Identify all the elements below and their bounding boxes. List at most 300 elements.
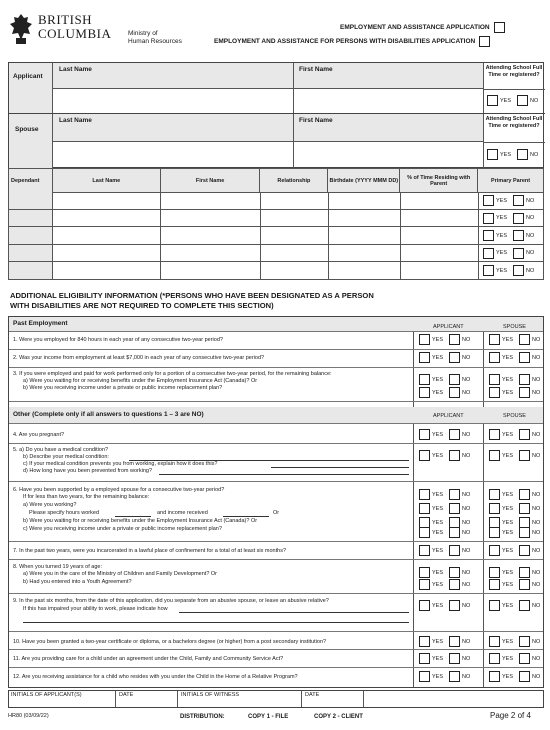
dependant-row-label-cell [9,262,53,279]
yes-label: YES [502,519,514,526]
question-9: 9. In the past six months, from the date of this application, did you separate from an abusive spouse, or leave an abusive relative? [13,598,329,604]
applicant-no-checkbox[interactable] [449,334,460,345]
dependant-field[interactable] [261,245,329,262]
no-label: NO [532,491,541,498]
spouse-last-name-field[interactable] [53,143,293,167]
yes-label: YES [502,529,514,536]
applicant-yes-checkbox[interactable] [419,429,430,440]
spouse-last-name-label: Last Name [59,117,92,124]
dependant-row [8,245,544,263]
applicant-yes-checkbox[interactable] [419,671,430,682]
applicant-no-checkbox[interactable] [449,579,460,590]
spouse-attending-yesno [487,149,538,160]
dep-col-last-name: Last Name [52,169,160,193]
no-label: NO [532,452,541,459]
dependant-field[interactable] [329,210,401,227]
yes-label: YES [432,491,444,498]
yes-label: YES [432,389,444,396]
dependant-field[interactable] [161,227,261,244]
yes-label: YES [432,376,444,383]
yes-label: YES [432,519,444,526]
yes-label: YES [502,638,514,645]
no-label: NO [462,602,471,609]
spouse-yes-checkbox[interactable] [489,374,500,385]
no-label: NO [532,431,541,438]
spouse-yes-checkbox[interactable] [489,636,500,647]
question-5c: c) If your medical condition prevents you from working, explain how it does this? [23,461,218,467]
question-6a: a) Were you working? [23,502,77,508]
no-label: NO [526,232,535,239]
question-2: 2. Was your income from employment at least $7,000 in each year of any consecutive two-year period? [13,355,265,361]
yes-label: YES [432,602,444,609]
applicant-yesno [419,503,470,514]
spouse-yes-checkbox[interactable] [489,503,500,514]
primary-parent-yes-checkbox[interactable] [483,195,494,206]
yes-label: YES [496,197,508,204]
question-8b: b) Had you entered into a Youth Agreement? [23,579,132,585]
no-label: NO [532,354,541,361]
row-divider [9,331,543,332]
spouse-col-label: SPOUSE [503,324,526,330]
spouse-no-checkbox[interactable] [519,489,530,500]
spouse-attend-divider [483,114,484,168]
household-table [8,62,544,168]
spouse-no-checkbox[interactable] [519,579,530,590]
primary-parent-yes-checkbox[interactable] [483,213,494,224]
applicant-no-checkbox[interactable] [449,503,460,514]
dep-col-primary-parent: Primary Parent [478,169,544,193]
spouse-yesno [489,545,540,556]
dependant-field[interactable] [161,245,261,262]
spouse-no-checkbox[interactable] [519,636,530,647]
row-divider [9,443,543,444]
yes-label: YES [502,354,514,361]
dependant-header-row [9,169,544,193]
applicant-yes-checkbox[interactable] [419,567,430,578]
no-label: NO [462,491,471,498]
applicant-attend-divider [483,63,484,113]
yes-label: YES [502,547,514,554]
yes-label: YES [432,569,444,576]
dependant-primary-parent-yesno [483,248,534,259]
yes-label: YES [500,151,512,158]
no-label: NO [462,505,471,512]
spouse-yes-checkbox[interactable] [489,567,500,578]
yes-label: YES [502,569,514,576]
income-label: and income received [157,510,208,516]
dependant-field[interactable] [329,262,401,279]
spouse-label: Spouse [15,126,39,133]
dependant-field[interactable] [261,192,329,209]
logo-line1: BRITISH [38,12,93,27]
impairment-input[interactable] [179,612,409,613]
spouse-no-checkbox[interactable] [519,527,530,538]
dependant-field[interactable] [329,192,401,209]
no-label: NO [526,250,535,256]
spouse-first-name-field[interactable] [294,143,483,167]
dependant-row [8,192,544,210]
dependant-field[interactable] [401,210,479,227]
applicant-no-checkbox[interactable] [449,352,460,363]
spouse-yes-checkbox[interactable] [489,334,500,345]
spouse-yesno [489,579,540,590]
question-3: 3. If you were employed and paid for work performed only for a portion of a consecutive two-year period, for the remaining balance: [13,371,332,377]
yes-label: YES [502,376,514,383]
no-label: NO [462,547,471,554]
yes-label: YES [432,673,444,680]
applicant-yes-checkbox[interactable] [419,545,430,556]
primary-parent-yes-checkbox[interactable] [483,230,494,241]
app-type-pwd-label: EMPLOYMENT AND ASSISTANCE FOR PERSONS WITH DISABILITIES APPLICATION [214,38,476,45]
question-6: 6. Have you been supported by a employed spouse for a consecutive two-year period? [13,487,225,493]
applicant-yesno [419,527,470,538]
applicant-yesno [419,450,470,461]
yes-label: YES [432,431,444,438]
applicant-yes-checkbox[interactable] [419,374,430,385]
app-type-ea [340,22,505,33]
applicant-no-checkbox[interactable] [449,450,460,461]
yes-label: YES [432,336,444,343]
dependant-field[interactable] [53,192,161,209]
dependant-field[interactable] [261,210,329,227]
spouse-no-checkbox[interactable] [519,503,530,514]
yes-label: YES [432,452,444,459]
yes-label: YES [432,547,444,554]
applicant-no-checkbox[interactable] [449,429,460,440]
yes-label: YES [502,581,514,588]
no-label: NO [526,197,535,204]
spouse-yesno [489,527,540,538]
question-8: 8. When you turned 19 years of age: [13,564,102,570]
applicant-yes-checkbox[interactable] [419,450,430,461]
bc-logo [8,10,128,50]
spouse-yes-checkbox[interactable] [489,653,500,664]
row-divider [9,367,543,368]
dependant-field[interactable] [401,192,479,209]
dependant-primary-parent-yesno [483,213,534,224]
applicant-attending-yes-checkbox[interactable] [487,95,498,106]
applicant-no-checkbox[interactable] [449,653,460,664]
dependant-field[interactable] [329,245,401,262]
primary-parent-no-checkbox[interactable] [513,248,524,259]
yes-label: YES [500,97,512,104]
eligibility-questions [8,316,544,688]
date1-label: DATE [119,692,134,698]
spouse-yes-checkbox[interactable] [489,527,500,538]
no-label: NO [462,569,471,576]
applicant-yesno [419,387,470,398]
applicant-yes-checkbox[interactable] [419,653,430,664]
footer-div4 [363,691,364,707]
row-divider [9,667,543,668]
applicant-yesno [419,334,470,345]
dependant-field[interactable] [401,262,479,279]
initials-applicant-label: INITIALS OF APPLICANT(S) [11,692,82,698]
dependant-field[interactable] [53,227,161,244]
spouse-yesno [489,671,540,682]
no-label: NO [462,519,471,526]
spouse-yes-checkbox[interactable] [489,450,500,461]
dep-col-birthdate: Birthdate (YYYY MMM DD) [328,169,400,193]
applicant-yesno [419,352,470,363]
spouse-no-checkbox[interactable] [519,352,530,363]
dep-col-first-name: First Name [160,169,260,193]
applicant-no-checkbox[interactable] [449,545,460,556]
question-10: 10. Have you been granted a two-year certificate or diploma, or a bachelors degree (or higher) from a post secondary institution? [13,639,327,645]
dependant-row-label-cell [9,227,53,244]
condition-input[interactable] [129,460,409,461]
spouse-yesno [489,567,540,578]
impairment-input-2[interactable] [23,622,409,623]
question-1: 1. Were you employed for 840 hours in each year of any consecutive two-year period? [13,337,223,343]
no-label: NO [532,336,541,343]
applicant-no-checkbox[interactable] [449,374,460,385]
applicant-yesno [419,429,470,440]
app-type-pwd-checkbox[interactable] [479,36,490,47]
applicant-yes-checkbox[interactable] [419,489,430,500]
yes-label: YES [502,389,514,396]
row-divider [9,349,543,350]
applicant-no-checkbox[interactable] [449,636,460,647]
applicant-yes-checkbox[interactable] [419,527,430,538]
spouse-no-checkbox[interactable] [519,450,530,461]
dependant-field[interactable] [53,245,161,262]
spouse-yesno [489,653,540,664]
copy1-label: COPY 1 - FILE [248,714,289,720]
question-7: 7. In the past two years, were you incarcerated in a lawful place of confinement for a total of at least six months? [13,548,287,554]
applicant-attending-label: Attending School Full Time or registered? [485,65,543,78]
yes-label: YES [496,215,508,221]
row-divider [9,559,543,560]
explain-input[interactable] [271,467,409,468]
no-label: NO [526,215,535,221]
no-label: NO [462,336,471,343]
no-label: NO [532,376,541,383]
applicant-last-name-label: Last Name [59,66,92,73]
spouse-row-line [483,142,545,143]
spouse-no-checkbox[interactable] [519,671,530,682]
applicant-col-label: APPLICANT [433,324,464,330]
logo-line2: COLUMBIA [38,26,112,41]
spouse-no-checkbox[interactable] [519,653,530,664]
spouse-yesno [489,352,540,363]
no-label: NO [532,519,541,526]
dependant-label: Dependant [9,169,53,193]
dependant-field[interactable] [261,227,329,244]
question-5b: b) Describe your medical condition: [23,454,109,460]
dependant-primary-parent-yesno [483,230,534,241]
applicant-no-checkbox[interactable] [449,387,460,398]
primary-parent-yes-checkbox[interactable] [483,265,494,276]
applicant-no-checkbox[interactable] [449,567,460,578]
spouse-attending-yes-checkbox[interactable] [487,149,498,160]
question-3b: b) Were you receiving income under a private or public income replacement plan? [23,385,223,391]
applicant-yesno [419,567,470,578]
spouse-yes-checkbox[interactable] [489,489,500,500]
row-divider [9,423,543,424]
question-8a: a) Were you in the care of the Ministry of Children and Family Development? Or [23,571,218,577]
income-input[interactable] [223,516,269,517]
dependant-rows [8,192,544,280]
no-label: NO [532,638,541,645]
spouse-no-checkbox[interactable] [519,334,530,345]
dependant-field[interactable] [401,227,479,244]
no-label: NO [462,581,471,588]
dependant-primary-parent-yesno [483,195,534,206]
dependant-field[interactable] [329,227,401,244]
yes-label: YES [502,491,514,498]
dependant-field[interactable] [261,262,329,279]
applicant-label-cell [9,63,53,113]
no-label: NO [462,452,471,459]
no-label: NO [532,547,541,554]
applicant-yesno [419,545,470,556]
spouse-yesno [489,429,540,440]
primary-parent-no-checkbox[interactable] [513,195,524,206]
app-type-ea-checkbox[interactable] [494,22,505,33]
spouse-yes-checkbox[interactable] [489,671,500,682]
spouse-no-checkbox[interactable] [519,429,530,440]
past-employment-title: Past Employment [13,320,68,327]
applicant-yes-checkbox[interactable] [419,600,430,611]
spouse-no-checkbox[interactable] [519,545,530,556]
spouse-yes-checkbox[interactable] [489,387,500,398]
yes-label: YES [496,267,508,274]
spouse-yes-checkbox[interactable] [489,579,500,590]
duration-input[interactable] [159,474,409,475]
section-title-line1: ADDITIONAL ELIGIBILITY INFORMATION (*PERSONS WHO HAVE BEEN DESIGNATED AS A PERSON [10,291,374,300]
applicant-last-name-field[interactable] [53,90,293,113]
primary-parent-no-checkbox[interactable] [513,230,524,241]
applicant-row-line [483,89,545,90]
dep-col-time: % of Time Residing with Parent [400,169,478,193]
yes-label: YES [432,354,444,361]
spouse-yesno [489,489,540,500]
spouse-yesno [489,374,540,385]
distribution-label: DISTRIBUTION: [180,714,225,720]
spouse-yes-checkbox[interactable] [489,545,500,556]
applicant-yes-checkbox[interactable] [419,352,430,363]
applicant-yes-checkbox[interactable] [419,503,430,514]
applicant-attending-yesno [487,95,538,106]
applicant-no-checkbox[interactable] [449,600,460,611]
dependant-table [8,168,544,193]
applicant-yesno [419,653,470,664]
page-number: Page 2 of 4 [490,711,531,720]
primary-parent-yes-checkbox[interactable] [483,248,494,259]
question-4: 4. Are you pregnant? [13,432,65,438]
no-label: NO [462,655,471,662]
yes-label: YES [502,505,514,512]
initials-witness-label: INITIALS OF WITNESS [181,692,240,698]
spouse-yesno [489,600,540,611]
no-label: NO [526,267,535,274]
dependant-row [8,227,544,245]
spouse-yesno [489,636,540,647]
dependant-field[interactable] [161,210,261,227]
no-label: NO [530,151,539,158]
dependant-field[interactable] [161,192,261,209]
footer-div3 [301,691,302,707]
no-label: NO [462,673,471,680]
spouse-no-checkbox[interactable] [519,567,530,578]
applicant-attending-no-checkbox[interactable] [517,95,528,106]
dependant-field[interactable] [161,262,261,279]
other-title: Other (Complete only if all answers to questions 1 – 3 are NO) [13,411,204,418]
dep-col-relationship: Relationship [260,169,328,193]
applicant-yes-checkbox[interactable] [419,636,430,647]
yes-label: YES [502,655,514,662]
dependant-primary-parent-yesno [483,265,534,276]
no-label: NO [530,97,539,104]
ministry-line2: Human Resources [128,38,182,45]
spouse-yes-checkbox[interactable] [489,600,500,611]
applicant-first-name-field[interactable] [294,90,483,113]
spouse-no-checkbox[interactable] [519,374,530,385]
applicant-yes-checkbox[interactable] [419,579,430,590]
primary-parent-no-checkbox[interactable] [513,213,524,224]
question-3a: a) Were you waiting for or receiving benefits under the Employment Insurance Act (Canada)? Or [23,378,258,384]
dependant-field[interactable] [401,245,479,262]
row-divider [9,481,543,482]
applicant-no-checkbox[interactable] [449,489,460,500]
dependant-row [8,210,544,228]
dependant-row-label-cell [9,192,53,209]
copy2-label: COPY 2 - CLIENT [314,714,363,720]
spouse-yes-checkbox[interactable] [489,352,500,363]
yes-label: YES [432,529,444,536]
spouse-attending-no-checkbox[interactable] [517,149,528,160]
no-label: NO [532,505,541,512]
no-label: NO [462,354,471,361]
yes-label: YES [496,250,508,256]
app-type-ea-label: EMPLOYMENT AND ASSISTANCE APPLICATION [340,24,490,31]
primary-parent-no-checkbox[interactable] [513,265,524,276]
applicant-yes-checkbox[interactable] [419,387,430,398]
applicant-no-checkbox[interactable] [449,671,460,682]
applicant-no-checkbox[interactable] [449,527,460,538]
spouse-yesno [489,450,540,461]
hours-worked-label: Please specify hours worked [29,510,100,516]
no-label: NO [462,376,471,383]
yes-label: YES [502,431,514,438]
applicant-header-band [53,63,483,89]
applicant-yes-checkbox[interactable] [419,334,430,345]
question-5a: 5. a) Do you have a medical condition? [13,447,109,453]
dependant-row [8,262,544,280]
hours-worked-input[interactable] [115,516,151,517]
dependant-field[interactable] [53,262,161,279]
spouse-yesno [489,387,540,398]
footer-signature-row [8,690,544,708]
yes-label: YES [432,505,444,512]
applicant-yesno [419,671,470,682]
dependant-field[interactable] [53,210,161,227]
yes-label: YES [502,336,514,343]
footer-div1 [115,691,116,707]
section-title-line2: WITH DISABILITIES ARE NOT REQUIRED TO COMPLETE THIS SECTION) [10,301,274,310]
spouse-yes-checkbox[interactable] [489,429,500,440]
spouse-yesno [489,503,540,514]
spouse-no-checkbox[interactable] [519,600,530,611]
applicant-yesno [419,579,470,590]
no-label: NO [532,389,541,396]
spouse-no-checkbox[interactable] [519,387,530,398]
question-11: 11. Are you providing care for a child under an agreement under the Child, Family and Community Service Act? [13,656,284,662]
applicant-label: Applicant [13,73,43,80]
form-number: HR80 (03/09/22) [8,713,49,719]
row-divider [9,631,543,632]
